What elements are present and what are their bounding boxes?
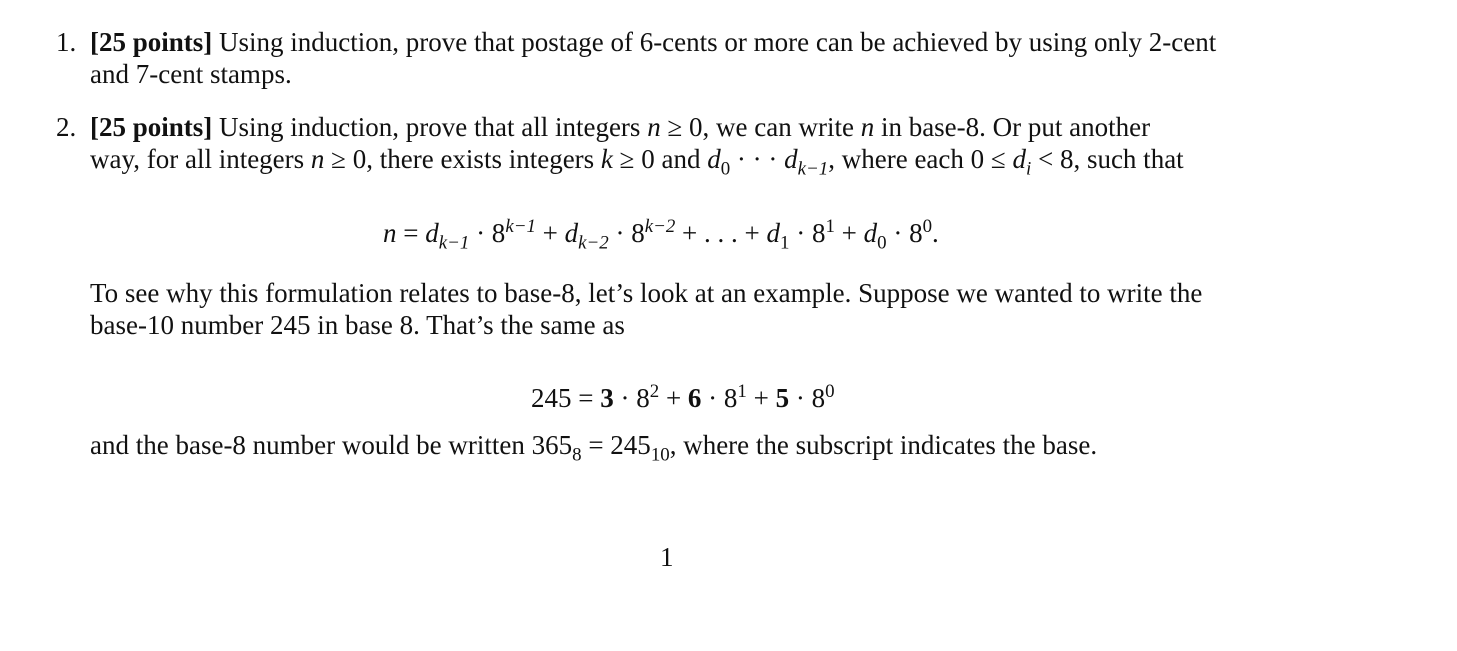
example-paragraph [90,277,1310,341]
page-number: 1 [660,542,674,572]
problem-text: Using induction, prove that postage of 6-cents or more can be achieved by using only 2-cent [219,27,1217,57]
problem-2-line-2: way, for all integers n ≥ 0, there exists integers k ≥ 0 and $d_0$ · · · $d_{k-1}$, where each $0 \le d_i < 8$, such that [90,144,1184,180]
paragraph-line-1: To see why this formulation relates to base-8, let’s look at an example. Suppose we wanted to write the [90,278,1203,308]
math-var: d [784,144,798,174]
points-label: [25 points] [90,27,213,57]
problem-2 [56,111,1296,180]
closing-sentence: and the base-8 number would be written $365_8 = 245_{10}$, where the subscript indicates the base. [90,430,1098,466]
problem-1-line-1 [90,26,1296,58]
equation-base8-general: $n = d_{k-1} \cdot 8^{k-1} + d_{k-2} \cdot 8^{k-2}$ + . . . + $d_1 \cdot 8^1 + d_0 \cdot 8^0$. [383,216,939,254]
problem-1-line-2: and 7-cent stamps. [90,59,292,89]
problem-number: 1. [56,27,77,57]
paragraph-line-2: base-10 number 245 in base 8. That’s the same as [90,310,625,340]
math-var: n [860,112,875,142]
math-var: d [1012,144,1026,174]
problem-1 [56,26,1296,90]
problem-number: 2. [56,112,77,142]
equation-245-example: $245 = 3 \cdot 8^2 + 6 \cdot 8^1 + 5 \cdot 8^0$ [531,381,835,413]
problem-2-line-1: [25 points] Using induction, prove that all integers n ≥ 0, we can write n in base-8. Or put another [90,112,1151,142]
math-var: d [707,144,721,174]
math-var: k [600,144,613,174]
points-label: [25 points] [90,112,213,142]
math-var: n [647,112,661,142]
math-var: n [310,144,325,174]
